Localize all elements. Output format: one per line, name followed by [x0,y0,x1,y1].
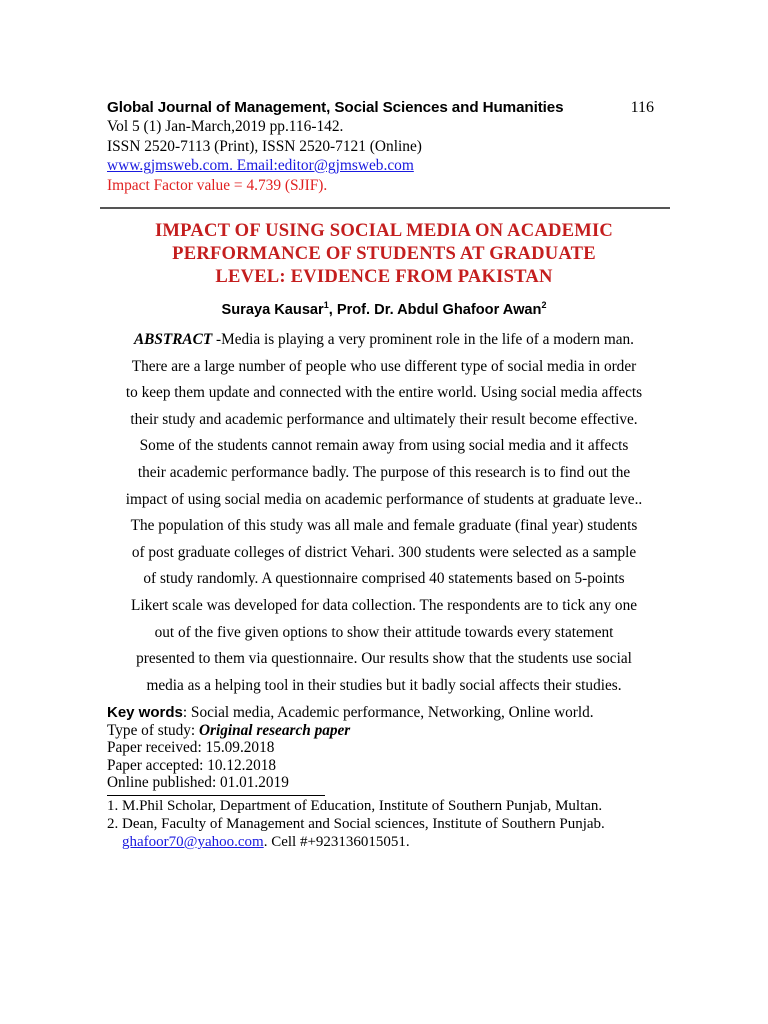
abstract-line: of post graduate colleges of district Vehari. 300 students were selected as a sample [131,543,637,561]
keywords-text: : Social media, Academic performance, Networking, Online world. [182,704,594,721]
title-line: LEVEL: EVIDENCE FROM PAKISTAN [215,266,553,287]
abstract-line: of study randomly. A questionnaire comprised 40 statements based on 5-points [143,570,625,588]
author-phone: . Cell #+923136015051. [263,834,410,850]
footnotes [107,797,667,851]
study-type-value: Original research paper [198,721,351,739]
received-date: Paper received: 15.09.2018 [107,739,275,757]
abstract-line: Some of the students cannot remain away from using social media and it affects [139,437,629,455]
abstract-label: ABSTRACT [133,331,213,348]
header-divider [100,207,670,209]
keywords [107,704,667,722]
abstract [100,327,668,699]
abstract-line: out of the five given options to show their attitude towards every statement [154,623,614,641]
abstract-line [100,327,668,354]
footnote-2: 2. Dean, Faculty of Management and Social sciences, Institute of Southern Punjab. [107,816,605,832]
abstract-text: -Media is playing a very prominent role in the life of a modern man. [212,331,635,348]
website-email-link[interactable]: www.gjmsweb.com. Email:editor@gjmsweb.com [107,157,414,174]
author-name: Suraya Kausar [221,301,324,318]
paper-metadata [107,704,667,792]
journal-header [107,99,667,195]
abstract-line: their study and academic performance and ultimately their result become effective. [130,410,638,428]
volume-info: Vol 5 (1) Jan-March,2019 pp.116-142. [107,118,344,135]
abstract-line: There are a large number of people who use different type of social media in order [131,357,637,375]
abstract-line: impact of using social media on academic performance of students at graduate leve.. [125,490,643,508]
published-date: Online published: 01.01.2019 [107,774,289,792]
abstract-line: media as a helping tool in their studies but it badly social affects their studies. [146,676,622,694]
footnote-divider [107,795,325,796]
abstract-line: presented to them via questionnaire. Our results show that the students use social [136,650,632,668]
footnote-1: 1. M.Phil Scholar, Department of Education, Institute of Southern Punjab, Multan. [107,798,603,814]
title-line: PERFORMANCE OF STUDENTS AT GRADUATE [172,243,596,264]
abstract-line: their academic performance badly. The purpose of this research is to find out the [137,463,631,481]
keywords-label: Key words [107,704,183,721]
journal-title: Global Journal of Management, Social Sciences and Humanities [107,99,564,116]
page-number: 116 [630,99,654,116]
impact-factor: Impact Factor value = 4.739 (SJIF). [107,176,328,194]
footnote-2-contact [107,833,667,851]
author-separator: , [328,301,337,318]
title-line: IMPACT OF USING SOCIAL MEDIA ON ACADEMIC [154,220,614,241]
abstract-line: Likert scale was developed for data collection. The respondents are to tick any one [130,596,638,614]
paper-title [100,219,668,288]
abstract-line: to keep them update and connected with the entire world. Using social media affects [125,384,643,402]
author-line [100,300,668,318]
journal-title-line [107,99,667,117]
study-type-label: Type of study: [107,721,199,739]
study-type [107,722,667,740]
issn-info: ISSN 2520-7113 (Print), ISSN 2520-7121 (Online) [107,137,422,155]
abstract-line: The population of this study was all male and female graduate (final year) students [130,517,638,535]
author-affiliation-mark: 2 [541,300,547,310]
author-email-link[interactable]: ghafoor70@yahoo.com [122,834,264,850]
author-affiliation-mark: 1 [323,300,329,310]
accepted-date: Paper accepted: 10.12.2018 [107,756,277,774]
author-name: Prof. Dr. Abdul Ghafoor Awan [336,301,542,318]
